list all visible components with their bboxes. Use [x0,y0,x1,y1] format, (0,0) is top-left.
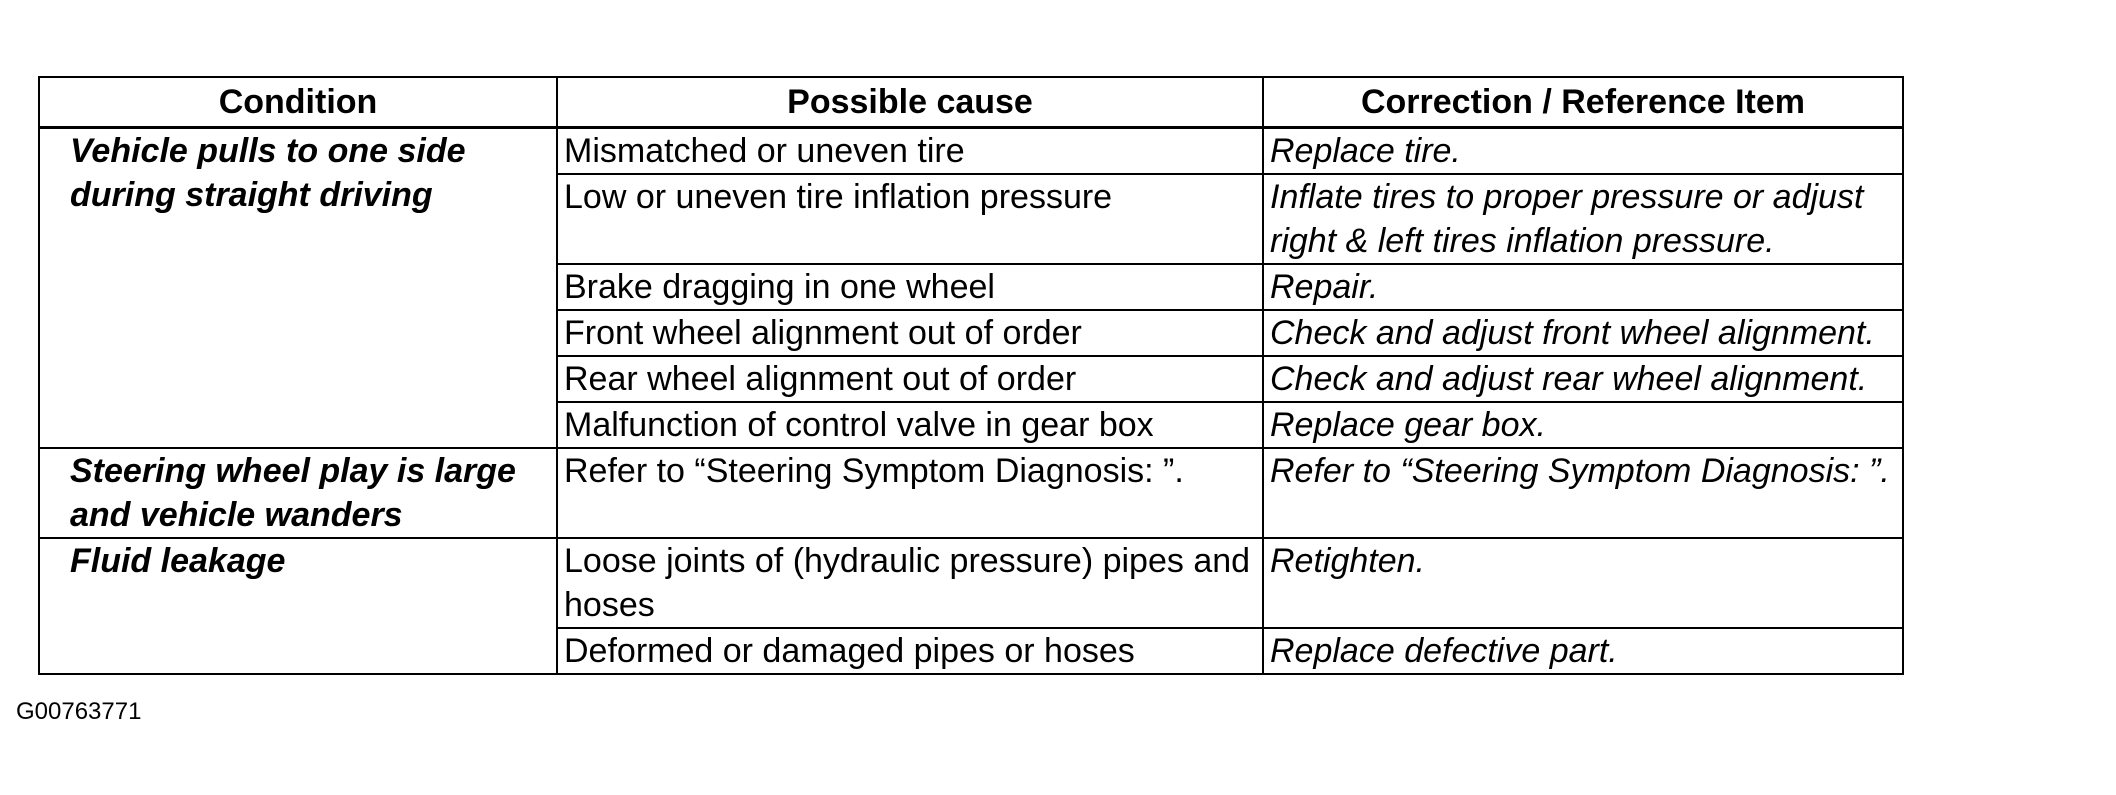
correction-cell: Replace tire. [1263,128,1903,175]
table-header-row [39,77,1903,128]
cause-cell: Front wheel alignment out of order [557,310,1263,356]
correction-cell: Refer to “Steering Symptom Diagnosis: ”. [1263,448,1903,538]
header-possible-cause: Possible cause [557,77,1263,128]
correction-cell: Inflate tires to proper pressure or adjust right & left tires inflation pressure. [1263,174,1903,264]
header-correction: Correction / Reference Item [1263,77,1903,128]
correction-cell: Retighten. [1263,538,1903,628]
correction-cell: Replace gear box. [1263,402,1903,448]
condition-cell: Fluid leakage [39,538,557,674]
table-row [39,448,1903,538]
correction-cell: Check and adjust rear wheel alignment. [1263,356,1903,402]
correction-cell: Replace defective part. [1263,628,1903,674]
diagnosis-table [38,76,1904,675]
table-row [39,538,1903,628]
cause-cell: Mismatched or uneven tire [557,128,1263,175]
cause-cell: Rear wheel alignment out of order [557,356,1263,402]
cause-cell: Malfunction of control valve in gear box [557,402,1263,448]
cause-cell: Deformed or damaged pipes or hoses [557,628,1263,674]
table-row [39,128,1903,175]
condition-cell: Steering wheel play is large and vehicle wanders [39,448,557,538]
correction-cell: Check and adjust front wheel alignment. [1263,310,1903,356]
cause-cell: Brake dragging in one wheel [557,264,1263,310]
image-id-label: G00763771 [16,698,142,725]
condition-cell: Vehicle pulls to one side during straight driving [39,128,557,449]
header-condition: Condition [39,77,557,128]
correction-cell: Repair. [1263,264,1903,310]
cause-cell: Low or uneven tire inflation pressure [557,174,1263,264]
cause-cell: Refer to “Steering Symptom Diagnosis: ”. [557,448,1263,538]
cause-cell: Loose joints of (hydraulic pressure) pipes and hoses [557,538,1263,628]
